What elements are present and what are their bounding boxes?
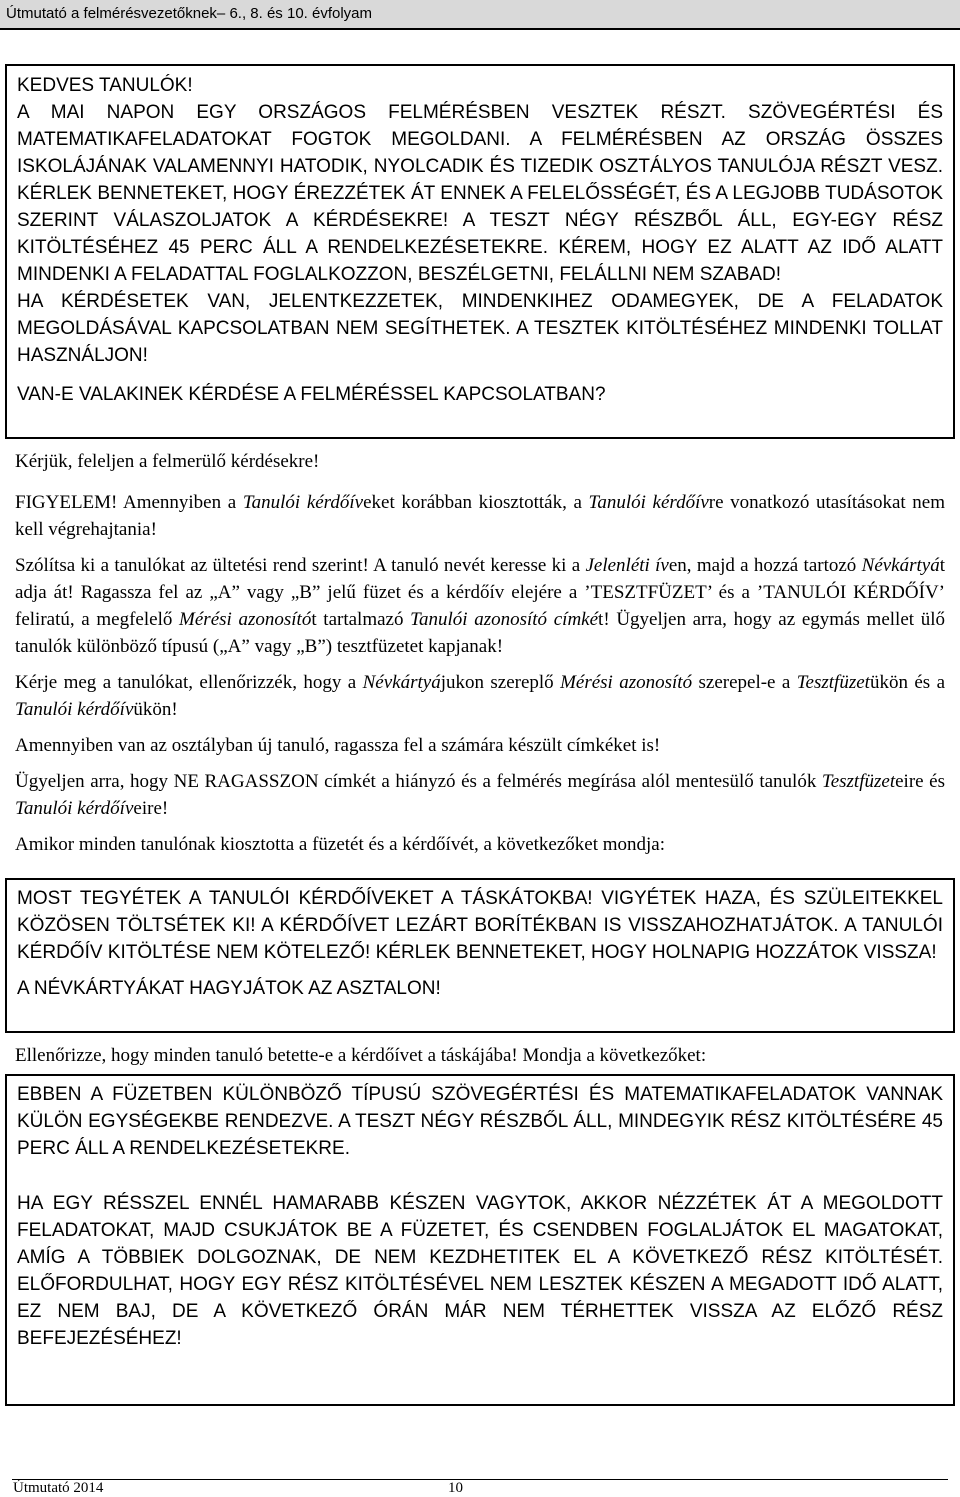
footer-title: Útmutató 2014	[13, 1480, 104, 1496]
intro-text-2: HA KÉRDÉSETEK VAN, JELENTKEZZETEK, MINDENKIHEZ ODAMEGYEK, DE A FELADATOK MEGOLDÁSÁVAL KAPCSOLATBAN NEM SEGÍTHETEK. A TESZTEK KITÖLTÉSÉHEZ MINDENKI TOLLAT HASZNÁLJON!	[17, 291, 943, 366]
check-paragraph	[15, 669, 945, 723]
check-italic: Tanulói kérdőív	[15, 699, 134, 720]
greeting: KEDVES TANULÓK!	[17, 75, 193, 96]
exempt-text: eire!	[133, 798, 169, 819]
header-title: Útmutató a felmérésvezetőknek– 6., 8. és 10. évfolyam	[6, 5, 373, 22]
attention-label: FIGYELEM!	[15, 492, 118, 513]
exempt-paragraph	[15, 768, 945, 822]
check-italic: Névkártyá	[362, 672, 441, 693]
after-handout-paragraph: Amikor minden tanulónak kiosztotta a füzetét és a kérdőívét, a következőket mondja:	[15, 834, 666, 855]
questionnaire-text: MOST TEGYÉTEK A TANULÓI KÉRDŐÍVEKET A TÁSKÁTOKBA! VIGYÉTEK HAZA, ÉS SZÜLEITEKKEL KÖZÖSEN TÖLTSÉTEK KI! A KÉRDŐÍVET LEZÁRT BORÍTÉKBAN IS VISSZAHOZHATJÁTOK. A TANULÓI KÉRDŐÍV KITÖLTÉSE NEM KÖTELEZŐ! KÉRLEK BENNETEKET, HOGY HOLNAPIG HOZZÁTOK VISSZA!	[17, 888, 943, 963]
seating-italic: Tanulói azonosító címké	[410, 609, 599, 630]
attention-text: eket korábban kiosztották, a	[363, 492, 589, 513]
check-italic: Mérési azonosító	[560, 672, 693, 693]
script-box-intro	[5, 64, 955, 439]
seating-text: t adja át! Ragassza fel az „A” vagy „B” jelű füzet és a kérdőív elejére a ’TESZTFÜZET’ és a ’TANULÓI KÉRDŐÍV’ feliratú, a megfelelő	[15, 555, 945, 630]
attention-paragraph	[15, 489, 945, 543]
script-box-questionnaire	[5, 878, 955, 1033]
answer-request: Kérjük, feleljen a felmerülő kérdésekre!	[15, 451, 320, 472]
seating-italic: Jelenléti ív	[585, 555, 669, 576]
check-text: ükön és a	[869, 672, 946, 693]
seating-text: t! Ügyeljen arra, hogy az egymás mellet ülő tanulók különböző típusú („A” vagy „B”) tesztfüzetet kapjanak!	[15, 609, 945, 657]
exempt-text: Ügyeljen arra, hogy NE RAGASSZON címkét a hiányzó és a felmérés megírása alól mentesülő tanulók	[15, 771, 822, 792]
seating-paragraph	[15, 552, 945, 660]
attention-italic: Tanulói kérdőív	[588, 492, 709, 513]
instructions-block-1	[15, 448, 945, 858]
seating-italic: Mérési azonosító	[179, 609, 312, 630]
intro-text: A MAI NAPON EGY ORSZÁGOS FELMÉRÉSBEN VESZTEK RÉSZT. SZÖVEGÉRTÉSI ÉS MATEMATIKAFELADATOKAT FOGTOK MEGOLDANI. A FELMÉRÉSBEN AZ ORSZÁG ÖSSZES ISKOLÁJÁNAK VALAMENNYI HATODIK, NYOLCADIK ÉS TIZEDIK OSZTÁLYOS TANULÓJA RÉSZT VESZ. KÉRLEK BENNETEKET, HOGY ÉREZZÉTEK ÁT ENNEK A FELELŐSSÉGÉT, ÉS A LEGJOBB TUDÁSOTOK SZERINT VÁLASZOLJATOK A KÉRDÉSEKRE! A TESZT NÉGY RÉSZBŐL ÁLL, EGY-EGY RÉSZ KITÖLTÉSÉHEZ 45 PERC ÁLL A RENDELKEZÉSETEKRE. KÉREM, HOGY EZ ALATT AZ IDŐ ALATT MINDENKI A FELADATTAL FOGLALKOZZON, BESZÉLGETNI, FELÁLLNI NEM SZABAD!	[17, 102, 943, 285]
attention-italic: Tanulói kérdőív	[242, 492, 364, 513]
namecard-text: A NÉVKÁRTYÁKAT HAGYJÁTOK AZ ASZTALON!	[17, 978, 441, 999]
check-bag-paragraph: Ellenőrizze, hogy minden tanuló betette-e a kérdőívet a táskájába! Mondja a következőket:	[15, 1045, 707, 1066]
check-text: jukon szereplő	[440, 672, 561, 693]
attention-text: Amennyiben a	[117, 492, 243, 513]
test-rules-text: EBBEN A FÜZETBEN KÜLÖNBÖZŐ TÍPUSÚ SZÖVEGÉRTÉSI ÉS MATEMATIKAFELADATOK VANNAK KÜLÖN EGYSÉGEKBE RENDEZVE. A TESZT NÉGY RÉSZBŐL ÁLL, MINDEGYIK RÉSZ KITÖLTÉSÉRE 45 PERC ÁLL A RENDELKEZÉSETEKRE.	[17, 1084, 943, 1159]
seating-text: en, majd a hozzá tartozó	[668, 555, 862, 576]
new-student-paragraph: Amennyiben van az osztályban új tanuló, ragassza fel a számára készült címkéket is!	[15, 735, 661, 756]
exempt-text: eire és	[895, 771, 945, 792]
script-box-test-rules	[5, 1074, 955, 1406]
test-rules-text-2: HA EGY RÉSSZEL ENNÉL HAMARABB KÉSZEN VAGYTOK, AKKOR NÉZZÉTEK ÁT A MEGOLDOTT FELADATOKAT, MAJD CSUKJÁTOK BE A FÜZETET, ÉS CSENDBEN FOGLALJÁTOK EL MAGATOKAT, AMÍG A TÖBBIEK DOLGOZNAK, DE NEM KEZDHETITEK EL A KÖVETKEZŐ RÉSZ KITÖLTÉSÉT. ELŐFORDULHAT, HOGY EGY RÉSZ KITÖLTÉSÉVEL NEM LESZTEK KÉSZEN A MEGADOTT IDŐ ALATT, EZ NEM BAJ, DE A KÖVETKEZŐ ÓRÁN MÁR NEM TÉRHETTEK VISSZA AZ ELŐZŐ RÉSZ BEFEJEZÉSÉHEZ!	[17, 1193, 943, 1349]
seating-text: Szólítsa ki a tanulókat az ültetési rend szerint! A tanuló nevét keresse ki a	[15, 555, 586, 576]
footer-rule	[12, 1479, 948, 1480]
seating-italic: Névkártyá	[861, 555, 940, 576]
exempt-italic: Tesztfüzet	[821, 771, 896, 792]
check-italic: Tesztfüzet	[796, 672, 870, 693]
page-number: 10	[448, 1480, 463, 1496]
check-text: szerepel-e a	[692, 672, 797, 693]
instructions-block-2	[15, 1042, 945, 1069]
seating-text: t tartalmazó	[311, 609, 411, 630]
attention-text: re vonatkozó utasításokat nem kell végrehajtania!	[15, 492, 945, 540]
check-text: Kérje meg a tanulókat, ellenőrizzék, hogy a	[15, 672, 363, 693]
question: VAN-E VALAKINEK KÉRDÉSE A FELMÉRÉSSEL KAPCSOLATBAN?	[17, 384, 606, 405]
check-text: ükön!	[133, 699, 178, 720]
exempt-italic: Tanulói kérdőív	[15, 798, 134, 819]
page-header	[0, 0, 960, 30]
